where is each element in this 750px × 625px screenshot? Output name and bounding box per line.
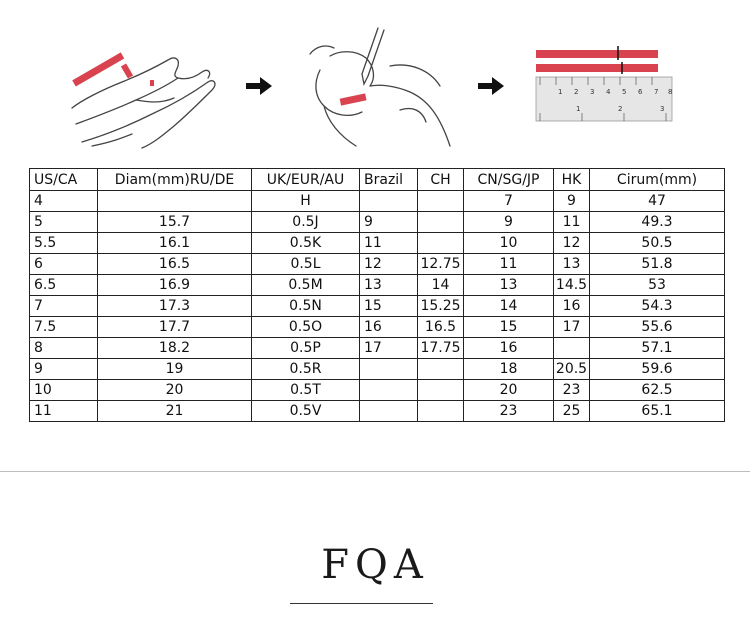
ruler-top-number: 5 <box>622 88 627 96</box>
table-cell: 0.5O <box>252 317 360 338</box>
table-cell: 23 <box>464 401 554 422</box>
table-cell <box>418 191 464 212</box>
table-cell: H <box>252 191 360 212</box>
column-header: HK <box>554 169 590 191</box>
table-cell: 0.5P <box>252 338 360 359</box>
table-cell: 16 <box>464 338 554 359</box>
table-cell <box>360 359 418 380</box>
table-cell: 8 <box>30 338 98 359</box>
table-cell: 0.5L <box>252 254 360 275</box>
ruler-top-number: 7 <box>654 88 659 96</box>
table-cell: 15.7 <box>98 212 252 233</box>
ruler-top-number: 3 <box>590 88 595 96</box>
table-cell: 16.5 <box>418 317 464 338</box>
table-cell: 0.5M <box>252 275 360 296</box>
table-cell <box>360 401 418 422</box>
table-cell: 59.6 <box>590 359 725 380</box>
table-cell: 12.75 <box>418 254 464 275</box>
table-cell: 10 <box>30 380 98 401</box>
table-cell: 65.1 <box>590 401 725 422</box>
ruler-bottom-number: 2 <box>618 105 623 113</box>
table-row <box>30 233 725 254</box>
ruler-top-number: 1 <box>558 88 563 96</box>
table-cell <box>98 191 252 212</box>
table-header-row <box>30 169 725 191</box>
table-cell: 62.5 <box>590 380 725 401</box>
table-row <box>30 296 725 317</box>
table-cell: 9 <box>30 359 98 380</box>
ring-size-chart <box>29 168 725 422</box>
table-cell: 16.5 <box>98 254 252 275</box>
table-cell: 7 <box>30 296 98 317</box>
table-cell: 12 <box>554 233 590 254</box>
table-cell: 17.7 <box>98 317 252 338</box>
measuring-instructions <box>0 0 750 160</box>
table-cell: 15 <box>360 296 418 317</box>
table-cell: 25 <box>554 401 590 422</box>
table-cell: 0.5V <box>252 401 360 422</box>
table-cell: 16.9 <box>98 275 252 296</box>
table-cell: 53 <box>590 275 725 296</box>
table-cell: 17 <box>554 317 590 338</box>
table-cell: 13 <box>360 275 418 296</box>
table-cell: 17.3 <box>98 296 252 317</box>
table-cell: 5 <box>30 212 98 233</box>
table-cell: 7 <box>464 191 554 212</box>
column-header: CH <box>418 169 464 191</box>
table-cell: 0.5K <box>252 233 360 254</box>
table-cell: 18 <box>464 359 554 380</box>
table-cell: 0.5T <box>252 380 360 401</box>
table-cell <box>418 380 464 401</box>
table-cell: 47 <box>590 191 725 212</box>
table-cell: 11 <box>464 254 554 275</box>
arrow-right-icon <box>478 76 504 96</box>
table-cell: 16.1 <box>98 233 252 254</box>
section-divider <box>0 471 750 472</box>
ruler-top-number: 4 <box>606 88 611 96</box>
column-header: Diam(mm)RU/DE <box>98 169 252 191</box>
table-body <box>30 191 725 422</box>
table-row <box>30 317 725 338</box>
ruler-top-number: 2 <box>574 88 579 96</box>
ruler-top-number: 6 <box>638 88 643 96</box>
table-cell <box>360 191 418 212</box>
table-cell: 7.5 <box>30 317 98 338</box>
table-row <box>30 401 725 422</box>
table-cell: 15 <box>464 317 554 338</box>
column-header: CN/SG/JP <box>464 169 554 191</box>
table-cell: 11 <box>554 212 590 233</box>
table-cell: 49.3 <box>590 212 725 233</box>
table-cell: 11 <box>360 233 418 254</box>
column-header: Brazil <box>360 169 418 191</box>
table-row <box>30 380 725 401</box>
table-cell: 57.1 <box>590 338 725 359</box>
table-cell <box>418 401 464 422</box>
table-cell: 0.5R <box>252 359 360 380</box>
table-cell: 5.5 <box>30 233 98 254</box>
table-cell: 11 <box>30 401 98 422</box>
table-cell: 9 <box>554 191 590 212</box>
table-cell: 18.2 <box>98 338 252 359</box>
table-cell: 13 <box>554 254 590 275</box>
table-cell: 19 <box>98 359 252 380</box>
arrow-right-icon <box>246 76 272 96</box>
table-cell: 9 <box>464 212 554 233</box>
column-header: Cirum(mm) <box>590 169 725 191</box>
table-row <box>30 359 725 380</box>
ruler-top-number: 8 <box>668 88 673 96</box>
table-cell: 20 <box>98 380 252 401</box>
faq-heading: FQA <box>321 542 429 588</box>
ruler-with-strips-icon <box>530 44 678 124</box>
table-cell: 12 <box>360 254 418 275</box>
table-cell: 14 <box>464 296 554 317</box>
table-cell: 0.5J <box>252 212 360 233</box>
table-row <box>30 254 725 275</box>
table-cell <box>418 212 464 233</box>
table-cell: 14.5 <box>554 275 590 296</box>
table-cell <box>554 338 590 359</box>
table-row <box>30 338 725 359</box>
table-cell: 6 <box>30 254 98 275</box>
ruler-bottom-number: 1 <box>576 105 581 113</box>
table-cell <box>418 233 464 254</box>
column-header: US/CA <box>30 169 98 191</box>
table-cell: 16 <box>360 317 418 338</box>
table-cell: 17 <box>360 338 418 359</box>
table-cell: 23 <box>554 380 590 401</box>
table-cell: 0.5N <box>252 296 360 317</box>
table-cell: 15.25 <box>418 296 464 317</box>
table-cell: 20.5 <box>554 359 590 380</box>
hand-marking-strip-icon <box>300 26 460 148</box>
table-cell: 20 <box>464 380 554 401</box>
table-cell: 10 <box>464 233 554 254</box>
table-cell: 21 <box>98 401 252 422</box>
hand-with-paper-strip-icon <box>62 38 222 150</box>
table-row <box>30 275 725 296</box>
table-cell: 55.6 <box>590 317 725 338</box>
table-row <box>30 191 725 212</box>
table-cell <box>418 359 464 380</box>
column-header: UK/EUR/AU <box>252 169 360 191</box>
table-cell: 50.5 <box>590 233 725 254</box>
table-cell: 17.75 <box>418 338 464 359</box>
table-cell: 14 <box>418 275 464 296</box>
table-cell: 54.3 <box>590 296 725 317</box>
table-cell: 16 <box>554 296 590 317</box>
table-cell: 4 <box>30 191 98 212</box>
table-cell: 13 <box>464 275 554 296</box>
faq-heading-underline <box>290 603 433 604</box>
ruler-bottom-number: 3 <box>660 105 665 113</box>
table-cell: 9 <box>360 212 418 233</box>
table-row <box>30 212 725 233</box>
table-cell <box>360 380 418 401</box>
table-cell: 51.8 <box>590 254 725 275</box>
table-cell: 6.5 <box>30 275 98 296</box>
